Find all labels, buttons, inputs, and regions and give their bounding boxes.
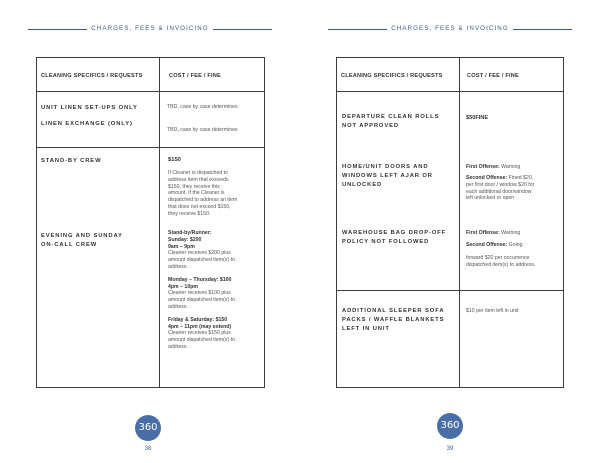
rate-detail: amount dispatched item(s) to xyxy=(168,337,235,344)
row-divider xyxy=(37,147,264,148)
rate-heading: Stand-by/Runner: xyxy=(168,230,212,236)
rate-block xyxy=(168,277,235,311)
description-line: If Cleaner is dispatched to xyxy=(168,170,228,176)
row-label-sleeper-sofa: ADDITIONAL SLEEPER SOFA PACKS / WAFFLE BLANKETS LEFT IN UNIT xyxy=(342,308,445,332)
company-logo: 360 xyxy=(135,415,161,441)
rate-detail: Cleaner receives $100 plus xyxy=(168,290,231,297)
right-page xyxy=(300,0,600,463)
company-logo: 360 xyxy=(437,413,463,439)
doors-windows-first-offense: First Offense: Warning xyxy=(466,164,521,170)
row-label-linen-setups: UNIT LINEN SET-UPS ONLY xyxy=(41,105,138,111)
row-divider xyxy=(37,91,264,92)
page-number: 39 xyxy=(446,446,454,452)
rate-detail: amount dispatched item(s) to xyxy=(168,257,235,264)
row-label-departure-clean: DEPARTURE CLEAN ROLLS NOT APPROVED xyxy=(342,114,440,129)
description-line: $150, they receive this xyxy=(168,183,220,190)
description-line: that does not exceed $150, xyxy=(168,203,231,210)
row-label-linen-exchange: LINEN EXCHANGE (ONLY) xyxy=(41,121,133,127)
rate-detail: amount dispatched item(s) to xyxy=(168,297,235,304)
description-line: amount. If the Cleaner is xyxy=(168,190,225,197)
rate-heading: Sunday: $200 xyxy=(168,236,202,243)
warehouse-fine-detail: forward $20 per occurrence dispatched item(s) to address. xyxy=(466,255,536,268)
page-header xyxy=(0,22,300,36)
row-divider xyxy=(337,91,563,92)
page-header xyxy=(300,22,600,36)
warehouse-first-offense: First Offense: Warning xyxy=(466,230,521,236)
rate-heading: Friday & Saturday: $150 xyxy=(168,316,228,323)
description-line: address item that exceeds xyxy=(168,176,229,183)
departure-clean-fine: $50FINE xyxy=(466,115,489,121)
row-divider xyxy=(337,290,563,291)
doors-windows-second-offense: Second Offense: Fined $20, per first door / window $20 for each additional door/window left unlocked or open xyxy=(466,175,535,202)
warehouse-second-offense: Second Offense: Going xyxy=(466,242,523,248)
column-divider xyxy=(159,58,160,387)
fees-table xyxy=(336,57,564,388)
row-label-oncall-crew: ON-CALL CREW xyxy=(41,242,98,248)
row-label-doors-windows: HOME/UNIT DOORS AND WINDOWS LEFT AJAR OR UNLOCKED xyxy=(342,164,433,188)
column-header-specifics: CLEANING SPECIFICS / REQUESTS xyxy=(41,73,143,79)
row-label-standby-crew: STAND-BY CREW xyxy=(41,158,102,164)
row-label-evening-sunday: EVENING AND SUNDAY xyxy=(41,233,123,239)
rate-detail: address. xyxy=(168,303,188,310)
row-value-linen-setups: TBD, case by case determines xyxy=(167,104,238,110)
column-header-cost: COST / FEE / FINE xyxy=(169,73,221,79)
rate-detail: address. xyxy=(168,263,188,270)
rate-heading: Monday – Thursday: $100 xyxy=(168,276,232,283)
page-number: 38 xyxy=(144,446,152,452)
fees-table xyxy=(36,57,265,388)
column-divider xyxy=(459,58,460,387)
description-line: dispatched to address an item xyxy=(168,197,238,204)
rate-heading: 9am – 9pm xyxy=(168,243,195,250)
standby-rate-blocks xyxy=(168,230,235,351)
column-header-cost: COST / FEE / FINE xyxy=(467,73,519,79)
sleeper-sofa-fee: $10 per item left in unit xyxy=(466,308,519,314)
rate-block xyxy=(168,317,235,351)
rate-heading: 4pm – 10pm xyxy=(168,283,198,290)
standby-description xyxy=(168,170,237,218)
header-title: CHARGES, FEES & INVOICING xyxy=(387,25,513,32)
standby-price: $150 xyxy=(168,157,181,163)
rate-block xyxy=(168,230,235,271)
row-label-warehouse-bag: WAREHOUSE BAG DROP-OFF POLICY NOT FOLLOWED xyxy=(342,230,447,245)
rate-detail: Cleaner receives $200 plus xyxy=(168,250,231,257)
rate-detail: address. xyxy=(168,343,188,350)
column-header-specifics: CLEANING SPECIFICS / REQUESTS xyxy=(341,73,443,79)
rate-heading: 4pm – 11pm (may extend) xyxy=(168,323,232,330)
description-line: they receive $150. xyxy=(168,210,211,217)
rate-detail: Cleaner receives $150 plus xyxy=(168,330,231,337)
header-title: CHARGES, FEES & INVOICING xyxy=(87,25,213,32)
row-value-linen-exchange: TBD, case by case determines xyxy=(167,127,238,133)
